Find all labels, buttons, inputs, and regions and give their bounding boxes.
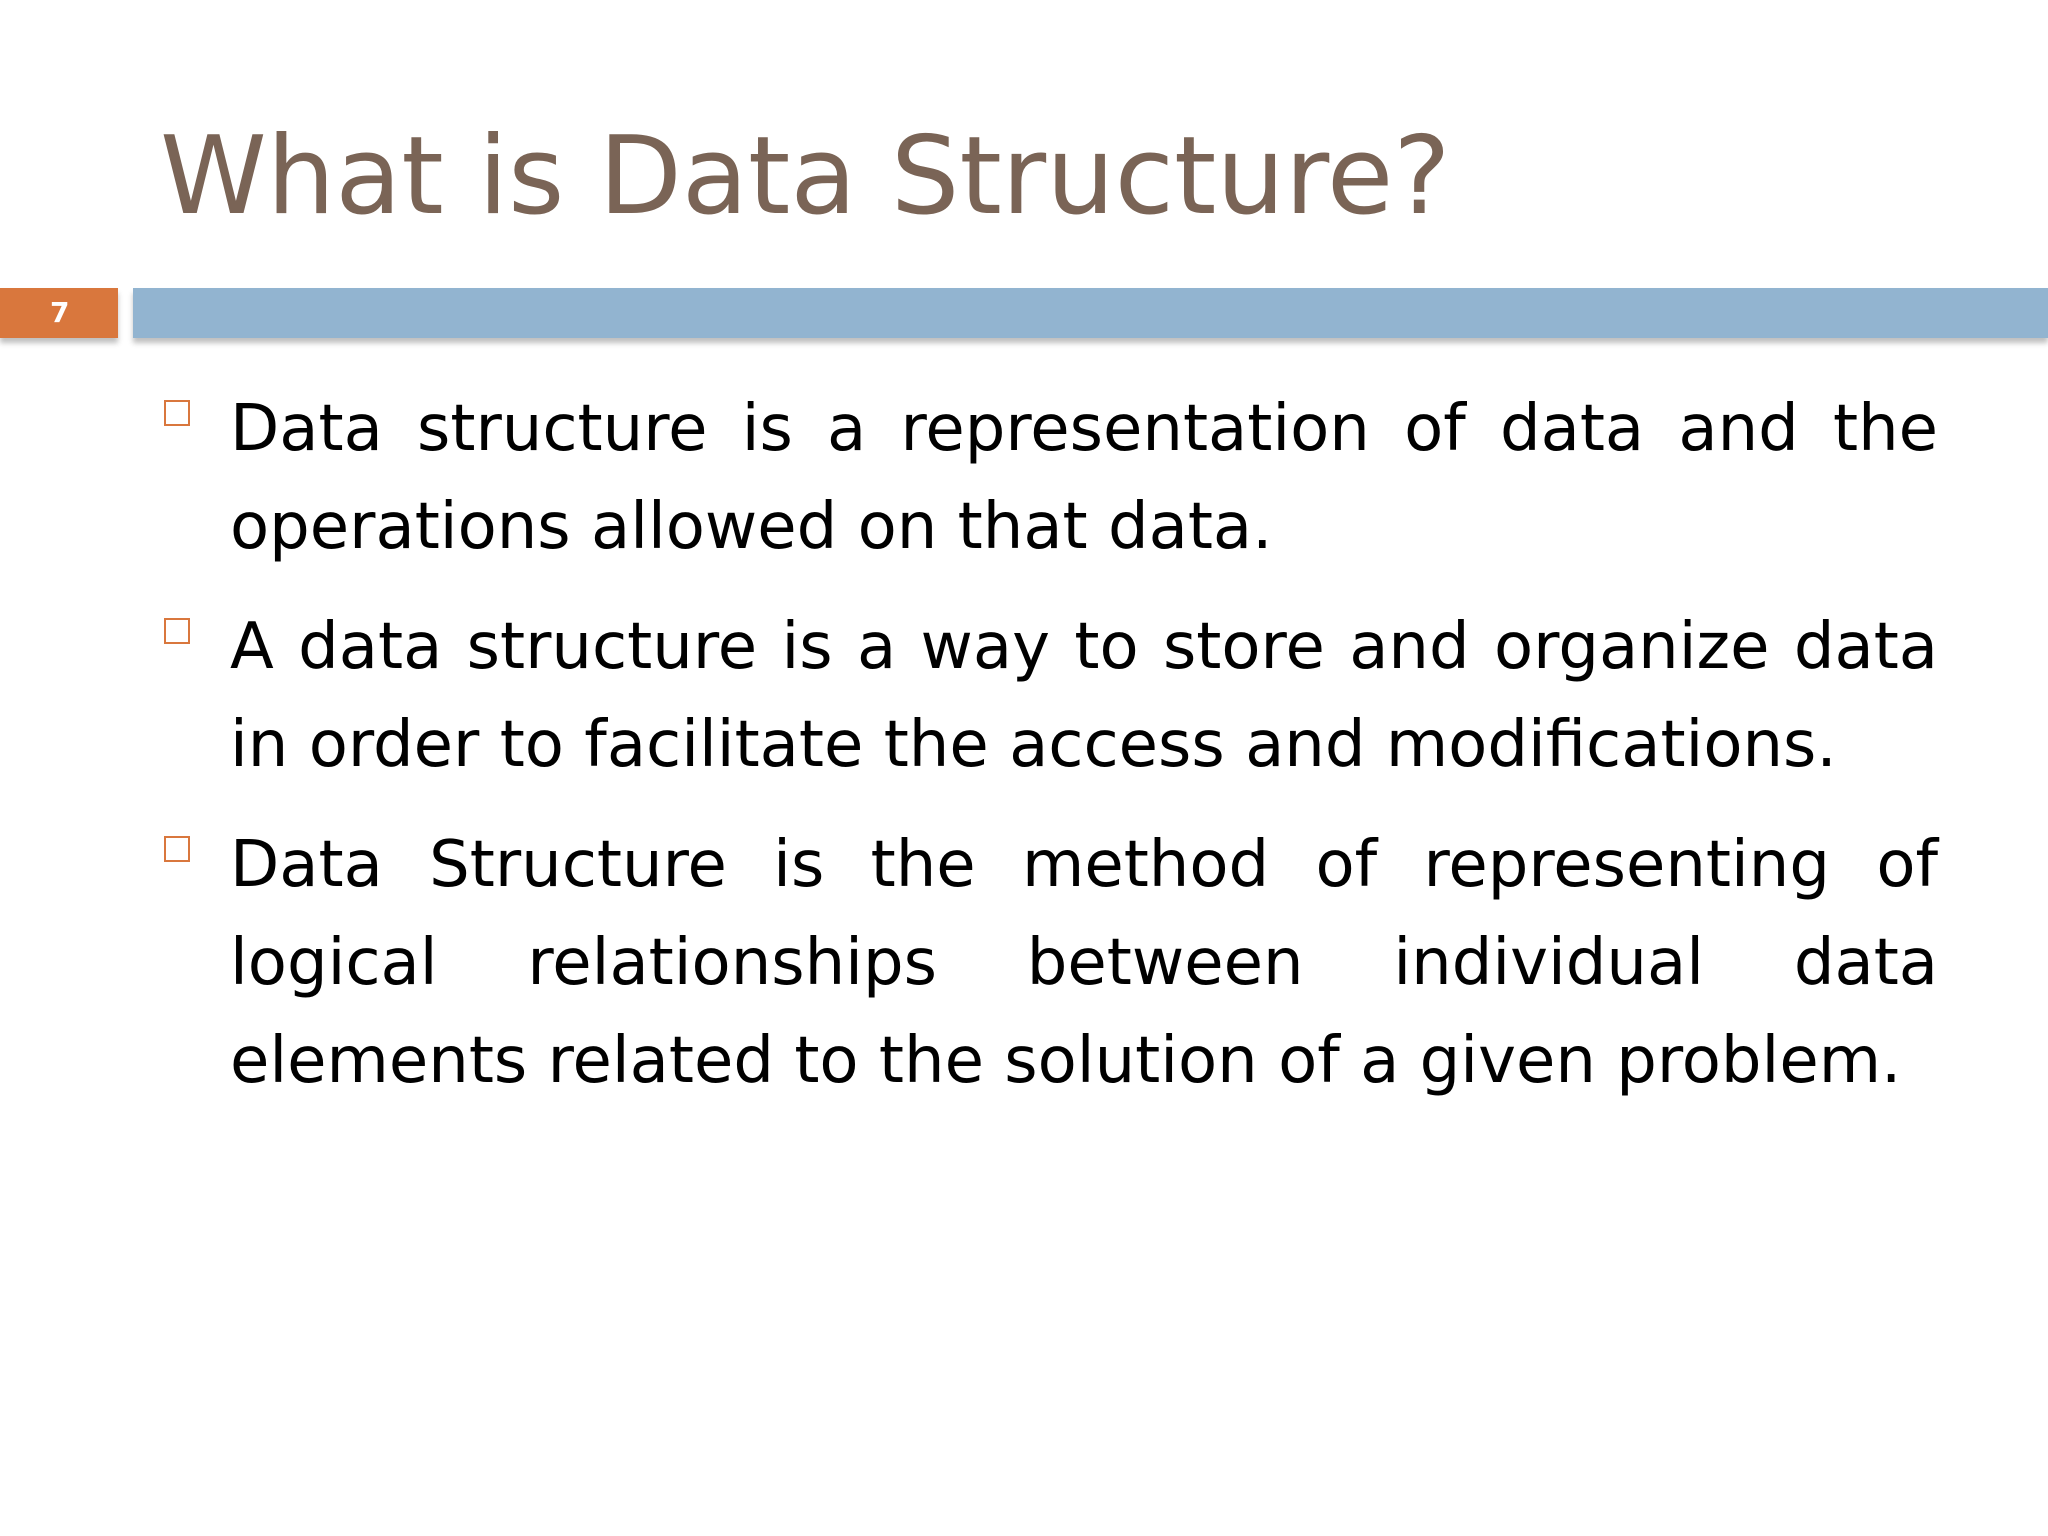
hollow-square-bullet-icon [164, 836, 190, 862]
bullet-text: Data Structure is the method of representing of logical relationships between individual data elements related to the solution of a given problem. [230, 828, 1938, 1098]
bullet-item [158, 380, 1938, 576]
title-accent-bar [133, 288, 2048, 338]
slide-number-badge: 7 [0, 288, 118, 338]
hollow-square-bullet-icon [164, 400, 190, 426]
bullet-item [158, 598, 1938, 794]
bullet-item [158, 816, 1938, 1110]
slide-title: What is Data Structure? [160, 114, 1451, 239]
bullet-text: Data structure is a representation of data and the operations allowed on that data. [230, 392, 1938, 564]
bullet-list [158, 380, 1938, 1132]
bullet-text: A data structure is a way to store and organize data in order to facilitate the access and modifications. [230, 610, 1938, 782]
hollow-square-bullet-icon [164, 618, 190, 644]
